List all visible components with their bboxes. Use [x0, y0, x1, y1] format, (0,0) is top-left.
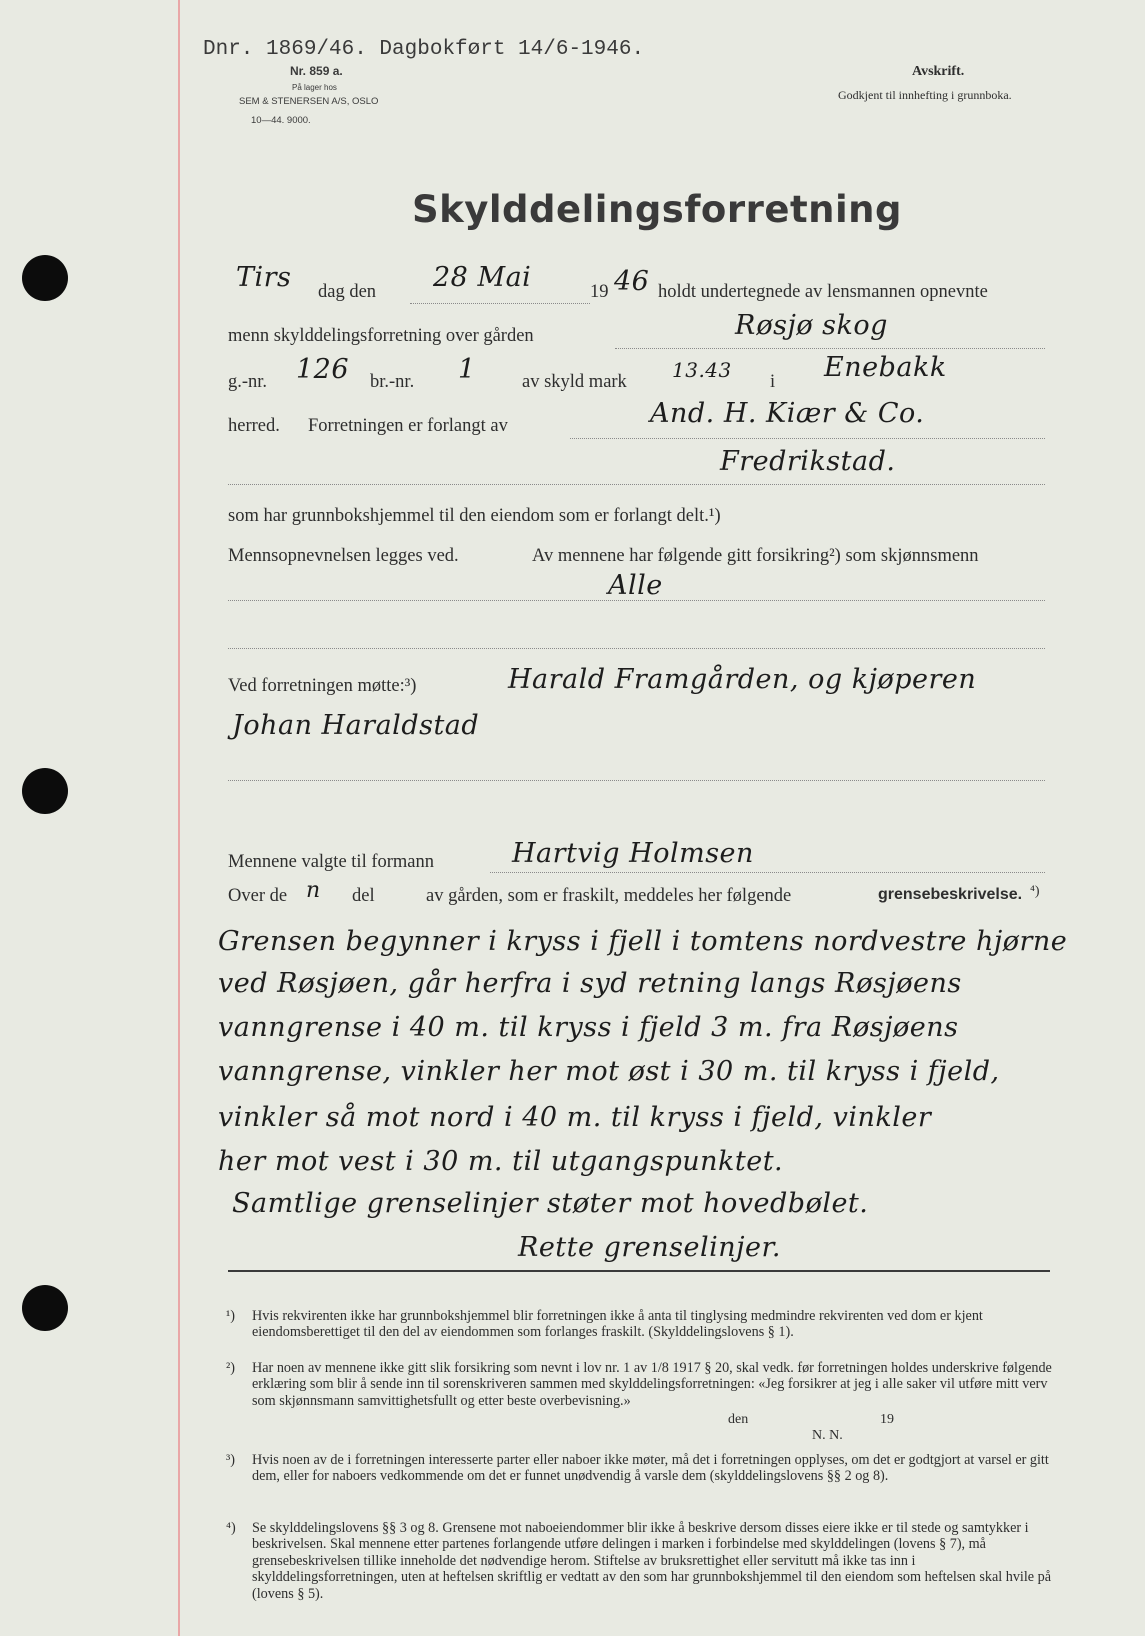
handwritten-requester: And. H. Kiær & Co.: [650, 398, 925, 429]
footnote: [226, 1520, 1056, 1602]
footnote-mark: ²): [226, 1360, 235, 1376]
boundary-line: Rette grenselinjer.: [518, 1232, 781, 1263]
label-grunnbokshjemmel: som har grunnbokshjemmel til den eiendom som er forlangt delt.¹): [228, 506, 721, 526]
fill-line: [228, 484, 1045, 485]
label-over-de: Over de: [228, 886, 288, 906]
boundary-line: vinkler så mot nord i 40 m. til kryss i fjeld, vinkler: [218, 1102, 932, 1133]
boundary-line: vanngrense, vinkler her mot øst i 30 m. til kryss i fjeld,: [218, 1056, 1000, 1087]
label-motte: Ved forretningen møtte:³): [228, 676, 417, 696]
boundary-line: vanngrense i 40 m. til kryss i fjeld 3 m. fra Røsjøens: [218, 1012, 959, 1043]
margin-line: [178, 0, 180, 1636]
label-skyld: av skyld mark: [522, 372, 627, 392]
label-i: i: [770, 372, 776, 392]
label-forsikring: Av mennene har følgende gitt forsikring²) som skjønnsmenn: [532, 546, 979, 566]
fill-line: [615, 348, 1045, 349]
footnote-divider: [228, 1270, 1050, 1272]
handwritten-sworn: Alle: [608, 570, 663, 601]
footnote-year: 19: [880, 1412, 894, 1427]
label-herred: herred.: [228, 416, 280, 436]
fill-line: [228, 600, 1045, 601]
label-mennsopnevnelsen: Mennsopnevnelsen legges ved.: [228, 546, 459, 566]
label-formann: Mennene valgte til formann: [228, 852, 435, 872]
fill-line: [228, 780, 1045, 781]
handwritten-gnr: 126: [296, 354, 350, 385]
diary-number: Dnr. 1869/46. Dagbokført 14/6-1946.: [203, 38, 645, 61]
boundary-line: her mot vest i 30 m. til utgangspunktet.: [218, 1146, 784, 1177]
boundary-line: Grensen begynner i kryss i fjell i tomtens nordvestre hjørne: [218, 926, 1068, 957]
footnote-mark: ⁴): [226, 1520, 236, 1536]
handwritten-herred: Enebakk: [824, 352, 947, 383]
boundary-line: ved Røsjøen, går herfra i syd retning langs Røsjøens: [218, 968, 962, 999]
approved-text: Godkjent til innhefting i grunnboka.: [838, 88, 1012, 102]
label-year-prefix: 19: [590, 282, 609, 302]
handwritten-brnr: 1: [458, 354, 476, 385]
footnote-text: Har noen av mennene ikke gitt slik forsikring som nevnt i lov nr. 1 av 1/8 1917 § 20, skal vedk. før forretningen holdes underskrive følgende erklæring som blir å sende inn til sorenskriveren sammen med skylddelingsforretningen: «Jeg forsikrer at jeg i alle saker vil utføre mitt verv som skjønnsmann samvittighetsfullt og etter beste overbevisning.»: [252, 1360, 1052, 1409]
label-dag-den: dag den: [318, 282, 377, 302]
punch-hole-icon: [22, 255, 68, 301]
publisher-line: På lager hos: [292, 83, 337, 92]
handwritten-farm: Røsjø skog: [735, 310, 888, 341]
footnote-text: Hvis rekvirenten ikke har grunnbokshjemmel blir forretningen ikke å anta til tinglysing medmindre rekvirenten ved dom er kjent eiendomsberettiget til den del av eiendommen som forlanges fraskilt. (Skylddelingslovens § 1).: [252, 1308, 983, 1341]
handwritten-weekday: Tirs: [236, 262, 292, 293]
label-holdt: holdt undertegnede av lensmannen opnevnte: [658, 282, 988, 302]
label-fraskilt: av gården, som er fraskilt, meddeles her følgende: [426, 886, 792, 906]
fill-line: [490, 872, 1045, 873]
footnote-marker: ⁴): [1030, 884, 1040, 899]
fill-line: [570, 438, 1045, 439]
footnote-nn: N. N.: [812, 1428, 843, 1443]
fill-line: [228, 648, 1045, 649]
document-title: Skylddelingsforretning: [412, 188, 902, 231]
print-code: 10—44. 9000.: [251, 115, 311, 126]
copy-label: Avskrift.: [912, 64, 965, 79]
footnote-text: Hvis noen av de i forretningen interesserte parter eller naboer ikke møter, må det i forretningen opplyses, om det er godtgjort at varsel er gitt dem, eller for naboers vedkommende om det er funnet unødvendig å varsle dem (skylddelingslovens §§ 2 og 8).: [252, 1452, 1049, 1485]
footnote-den: den: [728, 1412, 749, 1427]
boundary-line: Samtlige grenselinjer støter mot hovedbølet.: [232, 1188, 869, 1219]
handwritten-chairman: Hartvig Holmsen: [512, 838, 754, 869]
label-grensebeskrivelse: grensebeskrivelse.: [878, 886, 1023, 903]
label-gard: menn skylddelingsforretning over gården: [228, 326, 534, 346]
footnote-text: Se skylddelingslovens §§ 3 og 8. Grensene mot naboeiendommer blir ikke å beskrive dersom disses eiere ikke er til stede og samtykker i beskrivelsen. Skal mennene etter partenes forlangende utføre delingen i marken i forbindelse med skylddelingen (lovens § 7), må grensebeskrivelsen tillike inneholde det nødvendige herom. Stiftelse av bruksrettighet eller servitutt må ikke tas inn i skylddelingsforretningen, uten at heftelsen skriftlig er vedtatt av den som har grunnbokshjemmel til den eiendom som heftelsen skal hvile på (lovens § 5).: [252, 1520, 1052, 1602]
fill-line: [410, 303, 590, 304]
form-number: Nr. 859 a.: [290, 64, 343, 78]
footnote-mark: ¹): [226, 1308, 235, 1324]
punch-hole-icon: [22, 768, 68, 814]
handwritten-requester-city: Fredrikstad.: [720, 446, 896, 477]
footnote-mark: ³): [226, 1452, 235, 1468]
handwritten-skyld: 13.43: [672, 358, 732, 382]
handwritten-present-2: Johan Haraldstad: [232, 710, 480, 741]
label-forlangt: Forretningen er forlangt av: [308, 416, 508, 436]
label-del: del: [352, 886, 375, 906]
footnote: [226, 1452, 1056, 1485]
footnote: [226, 1360, 1056, 1409]
label-gnr: g.-nr.: [228, 372, 268, 392]
handwritten-year: 46: [614, 266, 650, 297]
handwritten-date: 28 Mai: [433, 262, 532, 293]
publisher-name: SEM & STENERSEN A/S, OSLO: [239, 96, 379, 107]
label-brnr: br.-nr.: [370, 372, 415, 392]
handwritten-den-suffix: n: [306, 878, 321, 903]
footnote: [226, 1308, 1056, 1341]
punch-hole-icon: [22, 1285, 68, 1331]
handwritten-present-1: Harald Framgården, og kjøperen: [508, 664, 977, 695]
